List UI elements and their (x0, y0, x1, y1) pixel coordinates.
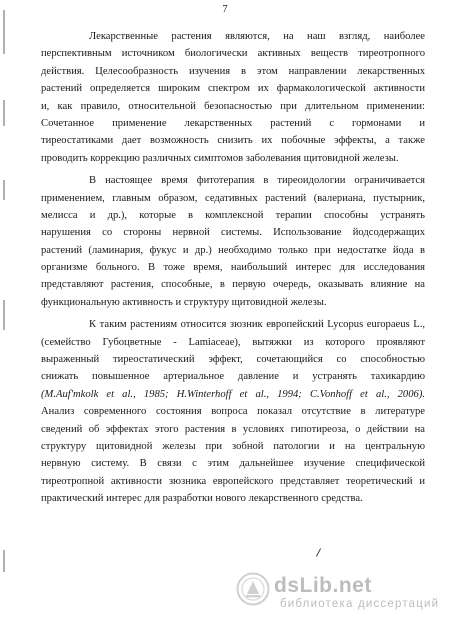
text-line: структуру щитовидной железы при зобной патологии и на центральную (41, 440, 425, 452)
text-line: мелисса и др.), которые в комплексной терапии способны устранять (41, 209, 425, 221)
text-line: (M.Auf'mkolk et al., 1985; H.Winterhoff et al., 1994; C.Vonhoff et al., 2006). (41, 388, 425, 400)
text-line: (семейство Губоцветные - Lamiaceae), вытяжки из которого проявляют (41, 336, 425, 348)
scan-mark (3, 180, 5, 200)
text-line: Лекарственные растения являются, на наш взгляд, наиболее (89, 31, 425, 42)
text-line: и, как правило, относительной безопасностью при длительном применении: (41, 100, 425, 112)
dslib-logo-icon (236, 572, 270, 606)
watermark (236, 572, 440, 614)
text-line: проводить коррекцию различных симптомов заболевания щитовидной железы. (41, 152, 399, 164)
text-line: функциональную активность и структуру щитовидной железы. (41, 296, 327, 308)
watermark-brand: dsLib.net (274, 574, 372, 597)
text-line: применением, главным образом, седативных растений (валериана, пустырник, (41, 192, 425, 204)
text-line: Сочетанное применение лекарственных растений с гормонами и (41, 117, 425, 129)
text-line: практический интерес для разработки нового лекарственного средства. (41, 493, 363, 505)
scan-mark (3, 300, 5, 330)
text-line: действия. Целесообразность изучения в этом направлении лекарственных (41, 65, 425, 77)
text-line: выраженный тиреостатический эффект, сочетающийся со способностью (41, 354, 425, 366)
text-line: представляют растения, способные, в первую очередь, оказывать влияние на (41, 279, 425, 291)
scan-mark (3, 10, 5, 54)
body-text (41, 28, 425, 508)
text-line: снижать повышенное артериальное давление и устранять тахикардию (41, 371, 425, 383)
text-line: сведений об эффектах этого растения в условиях гипотиреоза, о действии на (41, 423, 425, 435)
text-line: растений (ламинария, фукус и др.) необходимо только при недостатке йода в (41, 244, 425, 256)
text-line: тиреотропной активности зюзника европейского представляет теоретический и (41, 475, 425, 487)
page-number: 7 (222, 4, 228, 15)
text-line: тиреостатиками дает возможность снизить их побочные эффекты, а также (41, 135, 425, 147)
watermark-caption: библиотека диссертаций (280, 598, 440, 610)
text-line: К таким растениям относится зюзник европейский Lycopus europaeus L., (89, 319, 425, 331)
text-line: организме больного. В тоже время, наибольший интерес для исследования (41, 262, 425, 274)
text-line: перспективным источником биологически активных веществ тиреотропного (41, 48, 425, 60)
text-line: В настоящее время фитотерапия в тиреоидологии ограничивается (89, 175, 425, 187)
text-line: растений определяется широким спектром их фармакологической активности (41, 83, 425, 95)
left-margin-scan-marks (3, 10, 9, 610)
scan-mark (3, 550, 5, 572)
scan-tick-mark (316, 548, 321, 556)
text-line: нарушения со стороны нервной системы. Использование йодсодержащих (41, 227, 425, 239)
text-line: нервную систему. В связи с этим дальнейшее изучение специфической (41, 458, 425, 470)
text-line: Анализ современного состояния вопроса показал отсутствие в литературе (41, 406, 425, 418)
scan-mark (3, 100, 5, 126)
